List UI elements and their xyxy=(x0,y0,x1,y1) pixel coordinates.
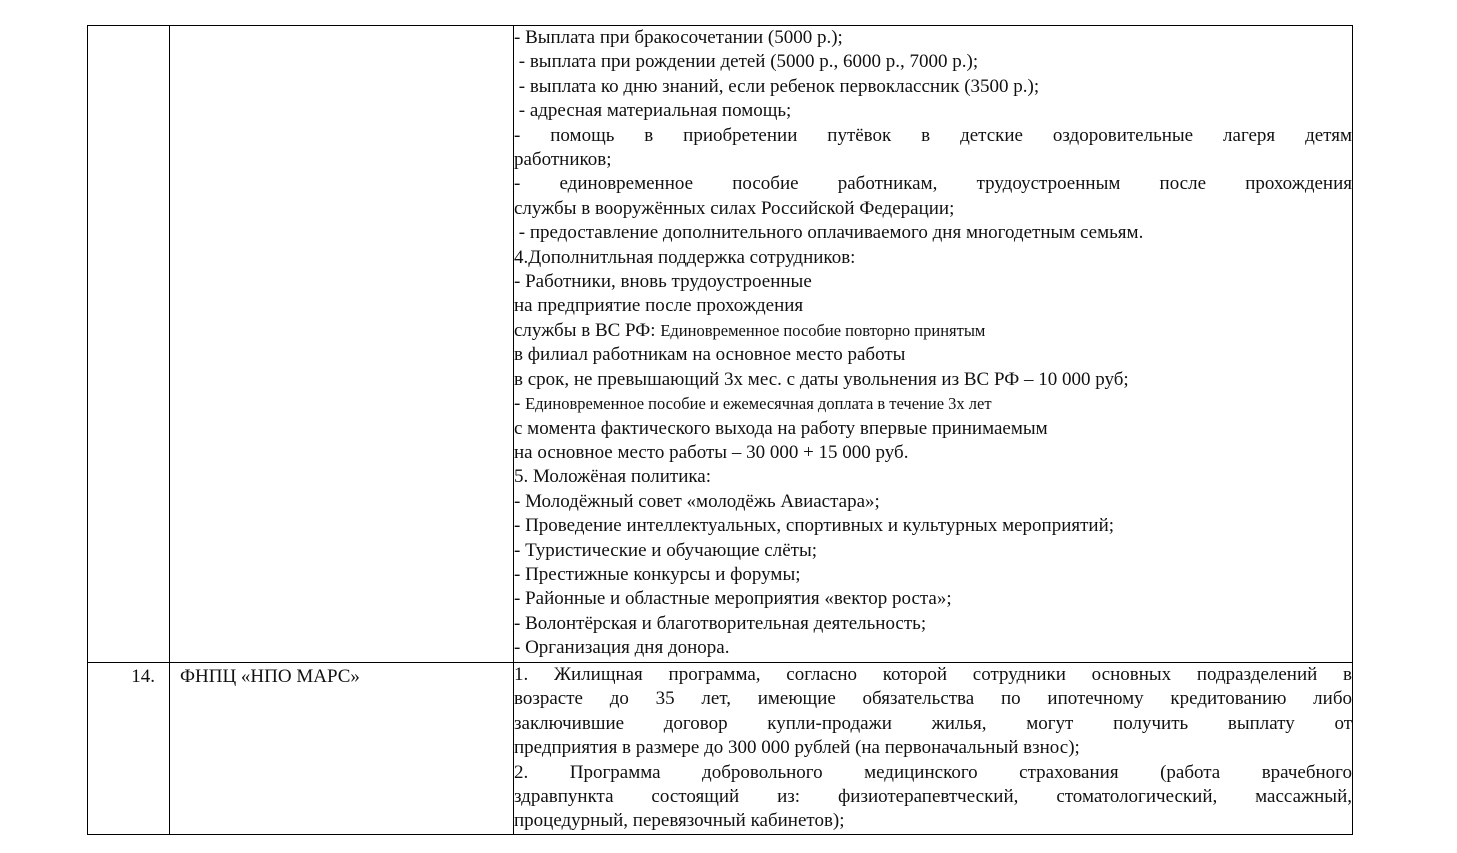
description-line-text: - Волонтёрская и благотворительная деятельность; xyxy=(514,612,927,634)
description-line-text: - Проведение интеллектуальных, спортивных и культурных мероприятий; xyxy=(514,515,1115,537)
table-row xyxy=(88,663,1353,835)
description-line xyxy=(514,343,1352,367)
description-lines xyxy=(514,663,1352,834)
description-line xyxy=(514,294,1352,318)
description-line xyxy=(514,319,1352,343)
description-line-text: - предоставление дополнительного оплачиваемого дня многодетным семьям. xyxy=(514,222,1144,244)
description-line-text: возрасте до 35 лет, имеющие обязательства по ипотечному кредитованию либо xyxy=(514,688,1352,710)
row-number xyxy=(88,26,169,28)
description-line xyxy=(514,712,1352,736)
description-line-text: - выплата при рождении детей (5000 р., 6000 р., 7000 р.); xyxy=(514,51,979,73)
description-line xyxy=(514,417,1352,441)
description-line xyxy=(514,197,1352,221)
description-line-text: здравпункта состоящий из: физиотерапевтческий, стоматологический, массажный, xyxy=(514,786,1352,808)
description-line xyxy=(514,663,1352,687)
description-cell xyxy=(514,663,1353,835)
organization-name xyxy=(170,26,513,28)
description-line xyxy=(514,172,1352,196)
description-line xyxy=(514,636,1352,660)
description-line xyxy=(514,490,1352,514)
description-line-text: - Престижные конкурсы и форумы; xyxy=(514,563,801,585)
description-line xyxy=(514,368,1352,392)
description-line-text: - адресная материальная помощь; xyxy=(514,100,792,122)
description-line-text: - Туристические и обучающие слёты; xyxy=(514,539,818,561)
description-line xyxy=(514,246,1352,270)
description-line-text: - Районные и областные мероприятия «вектор роста»; xyxy=(514,588,952,610)
description-line-text: - Организация дня донора. xyxy=(514,637,730,659)
description-line xyxy=(514,761,1352,785)
description-line xyxy=(514,441,1352,465)
organization-cell xyxy=(170,663,514,835)
description-line-text: службы в ВС РФ: xyxy=(514,319,661,341)
description-line-text: службы в вооружённых силах Российской Федерации; xyxy=(514,197,955,219)
description-line-text: на основное место работы – 30 000 + 15 000 руб. xyxy=(514,441,909,463)
description-line-small-text: Единовременное пособие и ежемесячная доплата в течение 3х лет xyxy=(525,394,992,414)
description-line-text: - Выплата при бракосочетании (5000 р.); xyxy=(514,27,843,48)
description-line xyxy=(514,221,1352,245)
description-line-text: - Работники, вновь трудоустроенные xyxy=(514,271,812,293)
description-line-text: заключившие договор купли-продажи жилья, могут получить выплату от xyxy=(514,712,1352,734)
description-line-small-text: Единовременное пособие повторно принятым xyxy=(660,320,986,340)
table-row xyxy=(88,26,1353,663)
row-number-cell xyxy=(88,26,170,663)
description-line-text: 4.Дополнитльная поддержка сотрудников: xyxy=(514,246,856,268)
row-number-cell xyxy=(88,663,170,835)
organization-name: ФНПЦ «НПО МАРС» xyxy=(180,666,360,687)
description-line xyxy=(514,612,1352,636)
description-line xyxy=(514,148,1352,172)
description-line-text: - помощь в приобретении путёвок в детские оздоровительные лагеря детям xyxy=(514,124,1352,146)
description-line xyxy=(514,539,1352,563)
description-line xyxy=(514,270,1352,294)
description-line-text: - xyxy=(514,393,526,415)
description-line-text: 1. Жилищная программа, согласно которой сотрудники основных подразделений в xyxy=(514,664,1352,685)
description-line-text: предприятия в размере до 300 000 рублей (на первоначальный взнос); xyxy=(514,737,1080,759)
description-line-text: с момента фактического выхода на работу впервые принимаемым xyxy=(514,417,1048,439)
description-line-text: процедурный, перевязочный кабинетов); xyxy=(514,810,845,832)
description-line xyxy=(514,392,1352,416)
description-line-text: - выплата ко дню знаний, если ребенок первоклассник (3500 р.); xyxy=(514,75,1040,97)
description-line xyxy=(514,26,1352,50)
description-line xyxy=(514,809,1352,833)
description-line-text: работников; xyxy=(514,149,612,171)
row-number: 14. xyxy=(131,666,155,687)
description-lines xyxy=(514,26,1352,661)
description-line xyxy=(514,514,1352,538)
description-line xyxy=(514,99,1352,123)
description-line xyxy=(514,785,1352,809)
description-cell xyxy=(514,26,1353,663)
organization-cell xyxy=(170,26,514,663)
description-line xyxy=(514,587,1352,611)
description-line xyxy=(514,50,1352,74)
description-line-text: 5. Моложёная политика: xyxy=(514,466,712,488)
description-line xyxy=(514,75,1352,99)
description-line xyxy=(514,124,1352,148)
description-line xyxy=(514,736,1352,760)
description-line xyxy=(514,687,1352,711)
description-line-text: в срок, не превышающий 3х мес. с даты увольнения из ВС РФ – 10 000 руб; xyxy=(514,368,1129,390)
description-line-text: на предприятие после прохождения xyxy=(514,295,804,317)
description-line-text: в филиал работникам на основное место работы xyxy=(514,344,906,366)
description-line-text: - Молодёжный совет «молодёжь Авиастара»; xyxy=(514,490,880,512)
description-line xyxy=(514,563,1352,587)
description-line-text: - единовременное пособие работникам, трудоустроенным после прохождения xyxy=(514,173,1352,195)
description-line-text: 2. Программа добровольного медицинского страхования (работа врачебного xyxy=(514,761,1352,783)
benefits-table xyxy=(87,25,1353,835)
description-line xyxy=(514,465,1352,489)
